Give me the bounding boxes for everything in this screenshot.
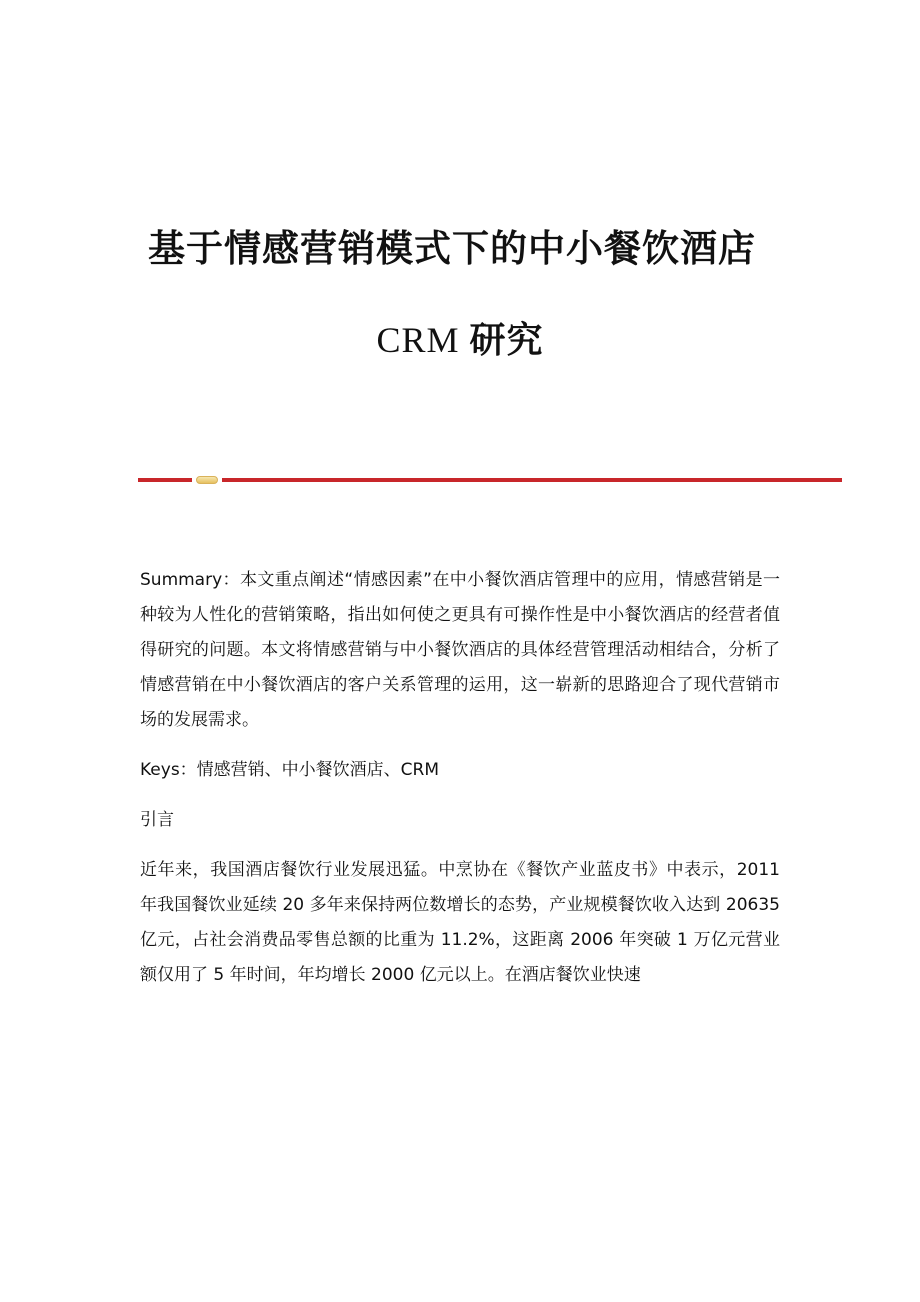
- summary-paragraph: Summary：本文重点阐述“情感因素”在中小餐饮酒店管理中的应用，情感营销是一种较为人性化的营销策略，指出如何使之更具有可操作性是中小餐饮酒店的经营者值得研究的问题。本文将情感营销与中小餐饮酒店的具体经营管理活动相结合，分析了情感营销在中小餐饮酒店的客户关系管理的运用，这一崭新的思路迎合了现代营销市场的发展需求。: [140, 570, 780, 730]
- intro-paragraph: 近年来，我国酒店餐饮行业发展迅猛。中烹协在《餐饮产业蓝皮书》中表示，2011 年我国餐饮业延续 20 多年来保持两位数增长的态势，产业规模餐饮收入达到 20635 亿元，占社会消费品零售总额的比重为 11.2%，这距离 2006 年突破 1 万亿元营业额仅用了 5 年时间，年均增长 2000 亿元以上。在酒店餐饮业快速: [140, 860, 780, 985]
- document-title-line-1: 基于情感营销模式下的中小餐饮酒店: [148, 227, 756, 270]
- divider-bar-right: [222, 478, 842, 482]
- keywords-line: Keys：情感营销、中小餐饮酒店、CRM: [140, 760, 440, 780]
- intro-heading: 引言: [140, 810, 174, 830]
- title-latin-part: CRM: [376, 320, 460, 360]
- title-divider: [138, 476, 842, 484]
- document-body: [140, 563, 780, 993]
- divider-ornament-icon: [196, 476, 218, 484]
- title-cjk-part: 研究: [469, 320, 544, 361]
- divider-bar-left: [138, 478, 192, 482]
- document-title-line-2: [0, 312, 920, 363]
